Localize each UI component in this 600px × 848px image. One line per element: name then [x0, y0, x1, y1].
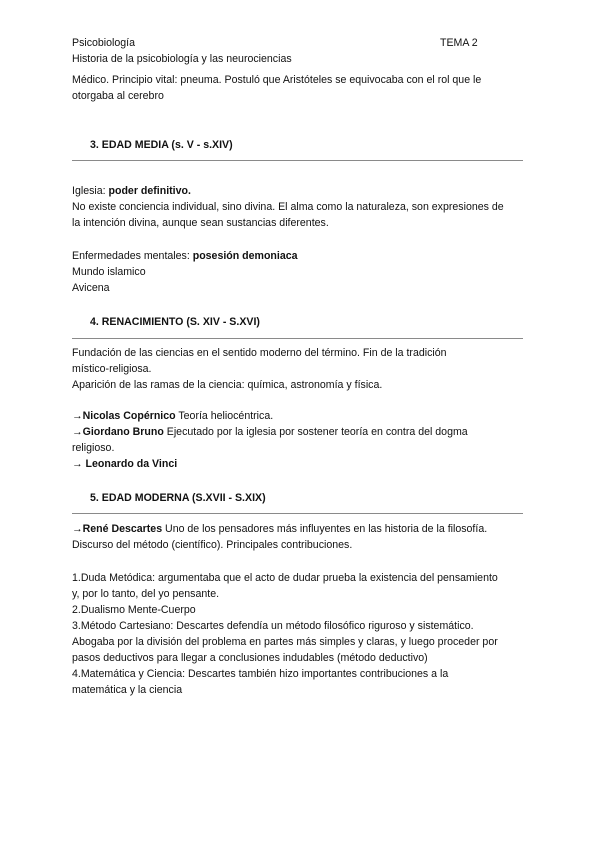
arrow-icon: →	[72, 426, 83, 438]
item-text: Ejecutado por la iglesia por sostener teoría en contra del dogma	[163, 426, 468, 438]
intro-line-1: Médico. Principio vital: pneuma. Postuló que Aristóteles se equivocaba con el rol que le	[72, 74, 482, 86]
contribution-line: Abogaba por la división del problema en partes más simples y claras, y luego proceder por	[72, 636, 498, 648]
header-subtitle: Historia de la psicobiología y las neurociencias	[72, 53, 292, 65]
arrow-icon: →	[72, 410, 83, 422]
list-item: → Leonardo da Vinci	[72, 458, 178, 470]
section-heading-renacimiento: 4. RENACIMIENTO (S. XIV - S.XVI)	[90, 316, 260, 328]
paragraph-line: Fundación de las ciencias en el sentido moderno del término. Fin de la tradición	[72, 347, 447, 359]
contribution-line: 2.Dualismo Mente-Cuerpo	[72, 604, 196, 616]
section-divider	[72, 160, 523, 161]
contribution-line: pasos deductivos para llegar a conclusiones indudables (método deductivo)	[72, 652, 428, 664]
contribution-line: 4.Matemática y Ciencia: Descartes también hizo importantes contribuciones a la	[72, 668, 449, 680]
paragraph-label: Iglesia:	[72, 185, 109, 197]
header-subject: Psicobiología	[72, 37, 136, 49]
list-item	[72, 408, 273, 424]
paragraph-line: Avicena	[72, 282, 110, 294]
list-item	[72, 424, 468, 440]
paragraph-bold: poder definitivo.	[108, 185, 191, 197]
paragraph	[72, 183, 191, 199]
paragraph-line: místico-religiosa.	[72, 363, 152, 375]
item-text: Teoría heliocéntrica.	[175, 410, 274, 422]
section-divider	[72, 338, 523, 339]
paragraph-text: Uno de los pensadores más influyentes en las historia de la filosofía.	[162, 523, 488, 535]
section-heading-edad-moderna: 5. EDAD MODERNA (S.XVII - S.XIX)	[90, 492, 266, 504]
person-name: Nicolas Copérnico	[82, 410, 176, 422]
paragraph	[72, 521, 487, 537]
paragraph	[72, 248, 298, 264]
paragraph-line: Discurso del método (científico). Principales contribuciones.	[72, 539, 353, 551]
person-name: Giordano Bruno	[82, 426, 164, 438]
section-divider	[72, 513, 523, 514]
paragraph-line: No existe conciencia individual, sino divina. El alma como la naturaleza, son expresiones de	[72, 201, 504, 213]
contribution-line: 3.Método Cartesiano: Descartes defendía un método filosófico riguroso y sistemático.	[72, 620, 474, 632]
intro-line-2: otorgaba al cerebro	[72, 90, 164, 102]
paragraph-label: Enfermedades mentales:	[72, 250, 193, 262]
paragraph-bold: posesión demoniaca	[192, 250, 298, 262]
section-heading-edad-media: 3. EDAD MEDIA (s. V - s.XIV)	[90, 139, 233, 151]
contribution-line: 1.Duda Metódica: argumentaba que el acto de dudar prueba la existencia del pensamiento	[72, 572, 498, 584]
paragraph-line: Mundo islamico	[72, 266, 146, 278]
list-item-continuation: religioso.	[72, 442, 115, 454]
paragraph-line: Aparición de las ramas de la ciencia: química, astronomía y física.	[72, 379, 383, 391]
contribution-line: matemática y la ciencia	[72, 684, 183, 696]
person-name: René Descartes	[82, 523, 163, 535]
arrow-icon: →	[72, 523, 83, 535]
contribution-line: y, por lo tanto, del yo pensante.	[72, 588, 220, 600]
header-topic: TEMA 2	[440, 37, 478, 49]
paragraph-line: la intención divina, aunque sean sustancias diferentes.	[72, 217, 329, 229]
